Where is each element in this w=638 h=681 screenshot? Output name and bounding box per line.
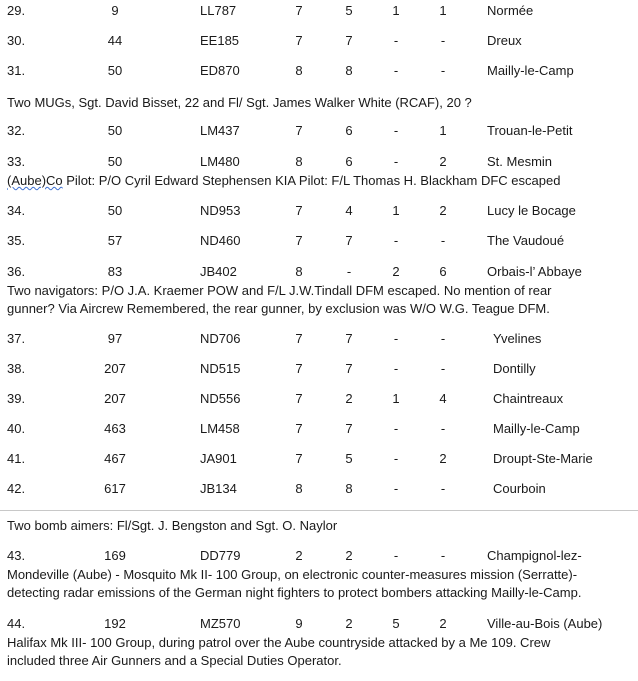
table-row	[0, 63, 638, 81]
killed-count: 7	[345, 331, 353, 346]
row-number: 42.	[7, 481, 26, 496]
squadron: 50	[107, 203, 123, 218]
table-row	[0, 481, 638, 499]
row-number: 41.	[7, 451, 26, 466]
pow-count: 2	[392, 264, 400, 279]
pow-count: 5	[392, 616, 400, 631]
row-number: 35.	[7, 233, 26, 248]
crash-location: St. Mesmin	[487, 154, 553, 169]
crew-count: 7	[295, 391, 303, 406]
squadron: 169	[104, 548, 126, 563]
row-number: 39.	[7, 391, 26, 406]
serial: ND556	[200, 391, 241, 406]
crash-location: Ville-au-Bois (Aube)	[487, 616, 603, 631]
evaded-count: 1	[439, 123, 447, 138]
crash-location: Orbais-l’ Abbaye	[487, 264, 582, 279]
crew-count: 7	[295, 451, 303, 466]
crash-location: Mailly-le-Camp	[493, 421, 580, 436]
section-divider	[0, 510, 638, 511]
pow-count: -	[393, 33, 399, 48]
note-row-44-line2: included three Air Gunners and a Special Duties Operator.	[7, 653, 342, 668]
evaded-count: -	[440, 421, 446, 436]
evaded-count: -	[440, 331, 446, 346]
crew-count: 7	[295, 331, 303, 346]
evaded-count: -	[440, 481, 446, 496]
table-row	[0, 123, 638, 141]
note-row-44-line1: Halifax Mk III- 100 Group, during patrol over the Aube countryside attacked by a Me 109. Crew	[7, 635, 551, 650]
squadron: 467	[104, 451, 126, 466]
crash-location: Chaintreaux	[493, 391, 564, 406]
squadron: 83	[107, 264, 123, 279]
note-row-36-line1: Two navigators: P/O J.A. Kraemer POW and F/L J.W.Tindall DFM escaped. No mention of rear	[7, 283, 552, 298]
evaded-count: 2	[439, 154, 447, 169]
killed-count: 5	[345, 451, 353, 466]
crew-count: 7	[295, 33, 303, 48]
note-row-43-line1: Mondeville (Aube) - Mosquito Mk II- 100 Group, on electronic counter-measures mission (Serratte)-	[7, 567, 578, 582]
squadron: 50	[107, 63, 123, 78]
squadron: 50	[107, 123, 123, 138]
killed-count: 6	[345, 123, 353, 138]
row-number: 32.	[7, 123, 26, 138]
serial: JB402	[200, 264, 237, 279]
evaded-count: -	[440, 33, 446, 48]
crew-count: 2	[295, 548, 303, 563]
killed-count: 8	[345, 481, 353, 496]
table-row	[0, 3, 638, 21]
crash-location: Yvelines	[493, 331, 542, 346]
pow-count: -	[393, 451, 399, 466]
crash-location: Mailly-le-Camp	[487, 63, 574, 78]
row-number: 31.	[7, 63, 26, 78]
pow-count: -	[393, 63, 399, 78]
table-row	[0, 233, 638, 251]
table-row	[0, 391, 638, 409]
squadron: 44	[107, 33, 123, 48]
squadron: 50	[107, 154, 123, 169]
squadron: 97	[107, 331, 123, 346]
crash-location: Dontilly	[493, 361, 536, 376]
crew-count: 7	[295, 361, 303, 376]
serial: ND515	[200, 361, 241, 376]
crew-count: 8	[295, 481, 303, 496]
crew-count: 9	[295, 616, 303, 631]
table-row	[0, 203, 638, 221]
pow-count: -	[393, 331, 399, 346]
killed-count: 7	[345, 33, 353, 48]
pow-count: -	[393, 154, 399, 169]
serial: JA901	[200, 451, 237, 466]
crew-count: 7	[295, 203, 303, 218]
serial: LL787	[200, 3, 237, 18]
table-row	[0, 154, 638, 172]
squadron: 207	[104, 391, 126, 406]
row-number: 34.	[7, 203, 26, 218]
row-number: 29.	[7, 3, 26, 18]
table-row	[0, 331, 638, 349]
note-bomb-aimers: Two bomb aimers: Fl/Sgt. J. Bengston and Sgt. O. Naylor	[7, 518, 338, 533]
evaded-count: 1	[439, 3, 447, 18]
row-number: 44.	[7, 616, 26, 631]
crew-count: 8	[295, 63, 303, 78]
note-row-33	[7, 172, 635, 190]
serial: LM480	[200, 154, 240, 169]
evaded-count: 4	[439, 391, 447, 406]
squadron: 9	[111, 3, 119, 18]
pow-count: -	[393, 361, 399, 376]
squadron: 617	[104, 481, 126, 496]
killed-count: 2	[345, 548, 353, 563]
squadron: 192	[104, 616, 126, 631]
spellcheck-word: (Aube)Co	[7, 173, 63, 188]
crew-count: 7	[295, 233, 303, 248]
table-row	[0, 616, 638, 634]
crew-count: 8	[295, 264, 303, 279]
killed-count: 7	[345, 233, 353, 248]
evaded-count: 6	[439, 264, 447, 279]
serial: MZ570	[200, 616, 241, 631]
note-row-31: Two MUGs, Sgt. David Bisset, 22 and Fl/ Sgt. James Walker White (RCAF), 20 ?	[7, 95, 472, 110]
table-row	[0, 548, 638, 566]
killed-count: 5	[345, 3, 353, 18]
pow-count: -	[393, 481, 399, 496]
crew-count: 8	[295, 154, 303, 169]
row-number: 33.	[7, 154, 26, 169]
crash-location: Courboin	[493, 481, 546, 496]
evaded-count: -	[440, 548, 446, 563]
row-number: 30.	[7, 33, 26, 48]
table-row	[0, 361, 638, 379]
evaded-count: 2	[439, 203, 447, 218]
serial: LM458	[200, 421, 240, 436]
table-row	[0, 33, 638, 51]
squadron: 463	[104, 421, 126, 436]
row-number: 37.	[7, 331, 26, 346]
evaded-count: -	[440, 63, 446, 78]
killed-count: 7	[345, 421, 353, 436]
killed-count: 4	[345, 203, 353, 218]
row-number: 43.	[7, 548, 26, 563]
serial: DD779	[200, 548, 241, 563]
crew-count: 7	[295, 123, 303, 138]
pow-count: -	[393, 233, 399, 248]
serial: ND460	[200, 233, 241, 248]
evaded-count: 2	[439, 451, 447, 466]
table-row	[0, 264, 638, 282]
serial: LM437	[200, 123, 240, 138]
row-number: 40.	[7, 421, 26, 436]
killed-count: 8	[345, 63, 353, 78]
pow-count: -	[393, 421, 399, 436]
killed-count: 2	[345, 616, 353, 631]
crash-location: Droupt-Ste-Marie	[493, 451, 593, 466]
pow-count: 1	[392, 391, 400, 406]
note-row-43-line2: detecting radar emissions of the German night fighters to protect bombers attacking Mailly-le-Camp.	[7, 585, 582, 600]
evaded-count: -	[440, 233, 446, 248]
serial: ED870	[200, 63, 240, 78]
killed-count: 2	[345, 391, 353, 406]
pow-count: 1	[392, 3, 400, 18]
pow-count: -	[393, 548, 399, 563]
note-row-33-text: Pilot: P/O Cyril Edward Stephensen KIA Pilot: F/L Thomas H. Blackham DFC escaped	[62, 173, 561, 188]
table-row	[0, 451, 638, 469]
note-row-36-line2: gunner? Via Aircrew Remembered, the rear gunner, by exclusion was W/O W.G. Teague DFM.	[7, 301, 550, 316]
pow-count: 1	[392, 203, 400, 218]
killed-count: 6	[345, 154, 353, 169]
row-number: 36.	[7, 264, 26, 279]
serial: ND706	[200, 331, 241, 346]
serial: ND953	[200, 203, 241, 218]
crash-location: Lucy le Bocage	[487, 203, 576, 218]
evaded-count: 2	[439, 616, 447, 631]
crew-count: 7	[295, 3, 303, 18]
squadron: 207	[104, 361, 126, 376]
serial: JB134	[200, 481, 237, 496]
pow-count: -	[393, 123, 399, 138]
serial: EE185	[200, 33, 240, 48]
crash-location: The Vaudoué	[487, 233, 565, 248]
crash-location: Dreux	[487, 33, 522, 48]
crash-location: Normée	[487, 3, 534, 18]
crew-count: 7	[295, 421, 303, 436]
squadron: 57	[107, 233, 123, 248]
crash-location: Champignol-lez-	[487, 548, 582, 563]
table-row	[0, 421, 638, 439]
killed-count: 7	[345, 361, 353, 376]
row-number: 38.	[7, 361, 26, 376]
crash-location: Trouan-le-Petit	[487, 123, 573, 138]
evaded-count: -	[440, 361, 446, 376]
killed-count: -	[346, 264, 352, 279]
